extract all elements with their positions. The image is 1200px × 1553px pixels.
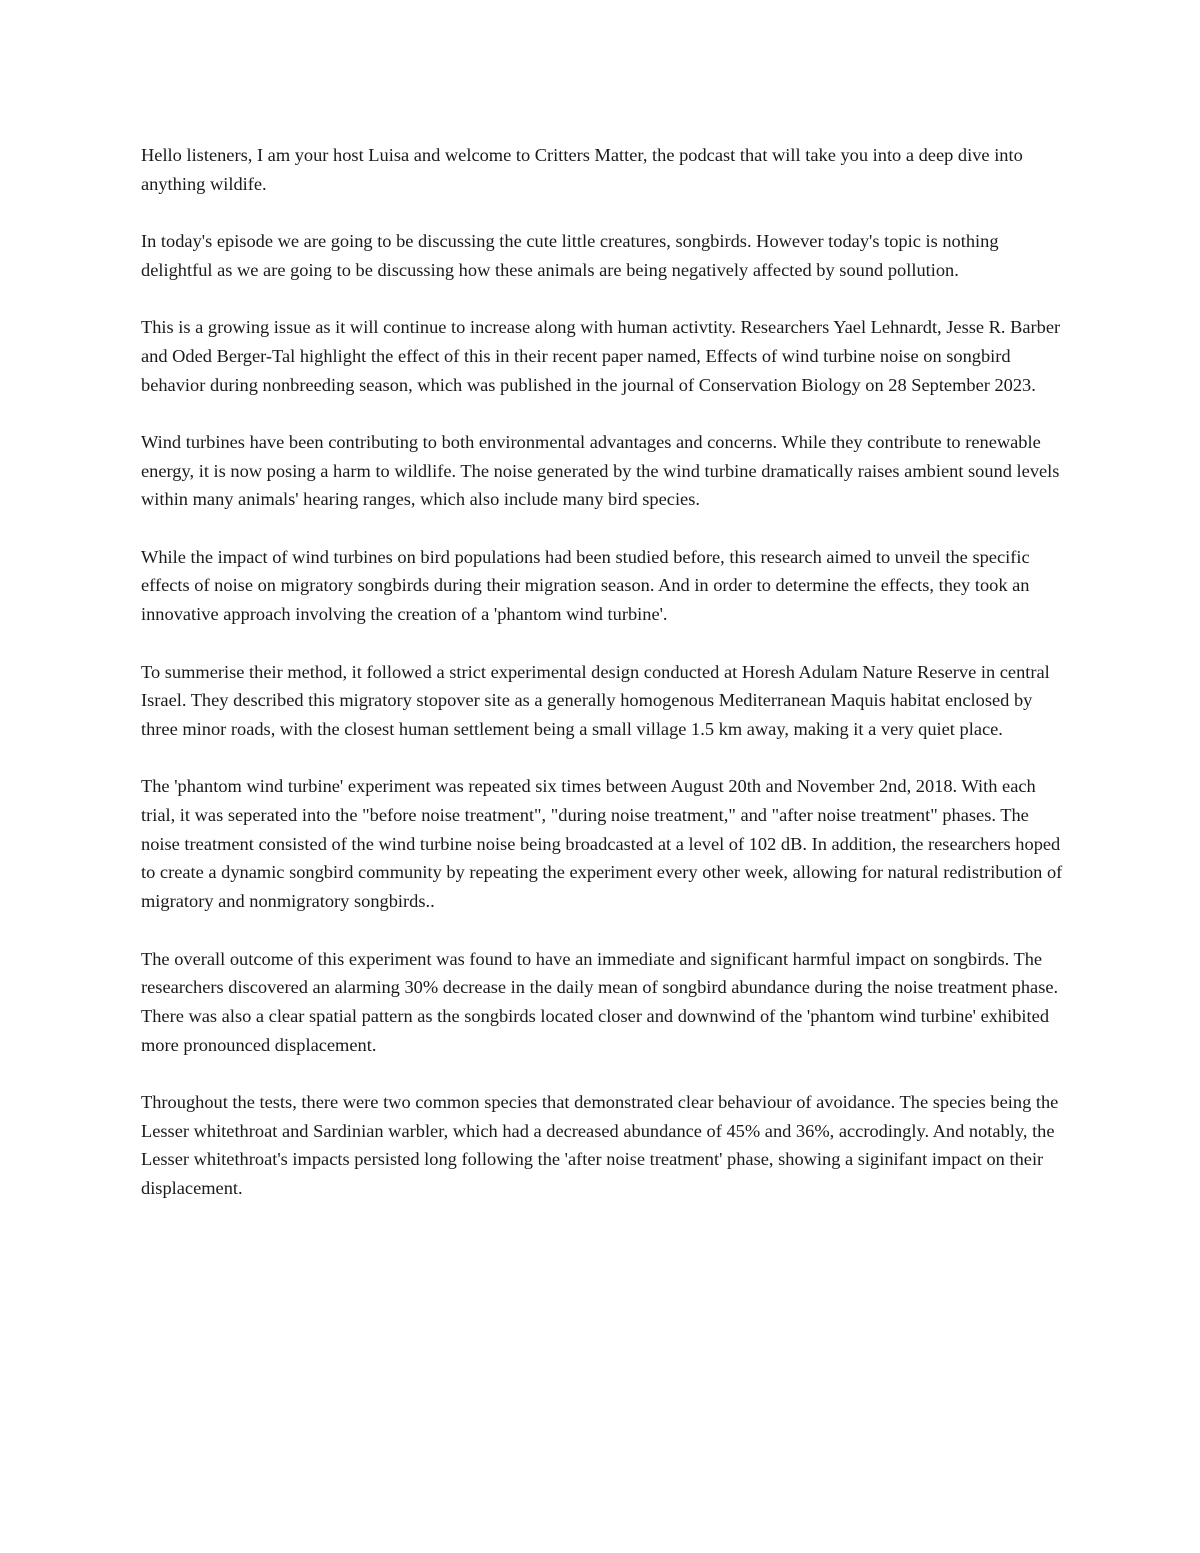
paragraph-intro: Hello listeners, I am your host Luisa and welcome to Critters Matter, the podcast that will take you into a deep dive into anything wildife. (141, 145, 1023, 194)
paragraph-experiment: The 'phantom wind turbine' experiment was repeated six times between August 20th and November 2nd, 2018. With each trial, it was seperated into the "before noise treatment", "during noise treatment," and "after noise treatment" phases. The noise treatment consisted of the wind turbine noise being broadcasted at a level of 102 dB. In addition, the researchers hoped to create a dynamic songbird community by repeating the experiment every other week, allowing for natural redistribution of migratory and nonmigratory songbirds.. (141, 776, 1063, 912)
paragraph-phantom-turbine: While the impact of wind turbines on bird populations had been studied before, this research aimed to unveil the specific effects of noise on migratory songbirds during their migration season. And in order to determine the effects, they took an innovative approach involving the creation of a 'phantom wind turbine'. (141, 546, 1030, 625)
paragraph-outcome: The overall outcome of this experiment was found to have an immediate and significant harmful impact on songbirds. The researchers discovered an alarming 30% decrease in the daily mean of songbird abundance during the noise treatment phase. There was also a clear spatial pattern as the songbirds located closer and downwind of the 'phantom wind turbine' exhibited more pronounced displacement. (141, 948, 1059, 1055)
paragraph-wind-turbines: Wind turbines have been contributing to both environmental advantages and concerns. While they contribute to renewable energy, it is now posing a harm to wildlife. The noise generated by the wind turbine dramatically raises ambient sound levels within many animals' hearing ranges, which also include many bird species. (141, 431, 1060, 510)
paragraph-method: To summerise their method, it followed a strict experimental design conducted at Horesh Adulam Nature Reserve in central Israel. They described this migratory stopover site as a generally homogenous Mediterranean Maquis habitat enclosed by three minor roads, with the closest human settlement being a small village 1.5 km away, making it a very quiet place. (141, 661, 1050, 739)
paragraph-research-paper: This is a growing issue as it will continue to increase along with human activtity. Researchers Yael Lehnardt, Jesse R. Barber and Oded Berger-Tal highlight the effect of this in their recent paper named, Effects of wind turbine noise on songbird behavior during nonbreeding season, which was published in the journal of Conservation Biology on 28 September 2023. (141, 317, 1061, 395)
document-body (141, 141, 1066, 1232)
paragraph-species: Throughout the tests, there were two common species that demonstrated clear behaviour of avoidance. The species being the Lesser whitethroat and Sardinian warbler, which had a decreased abundance of 45% and 36%, accrodingly. And notably, the Lesser whitethroat's impacts persisted long following the 'after noise treatment' phase, showing a siginifant impact on their displacement. (141, 1092, 1059, 1199)
paragraph-topic: In today's episode we are going to be discussing the cute little creatures, songbirds. However today's topic is nothing delightful as we are going to be discussing how these animals are being negatively affected by sound pollution. (141, 231, 999, 280)
